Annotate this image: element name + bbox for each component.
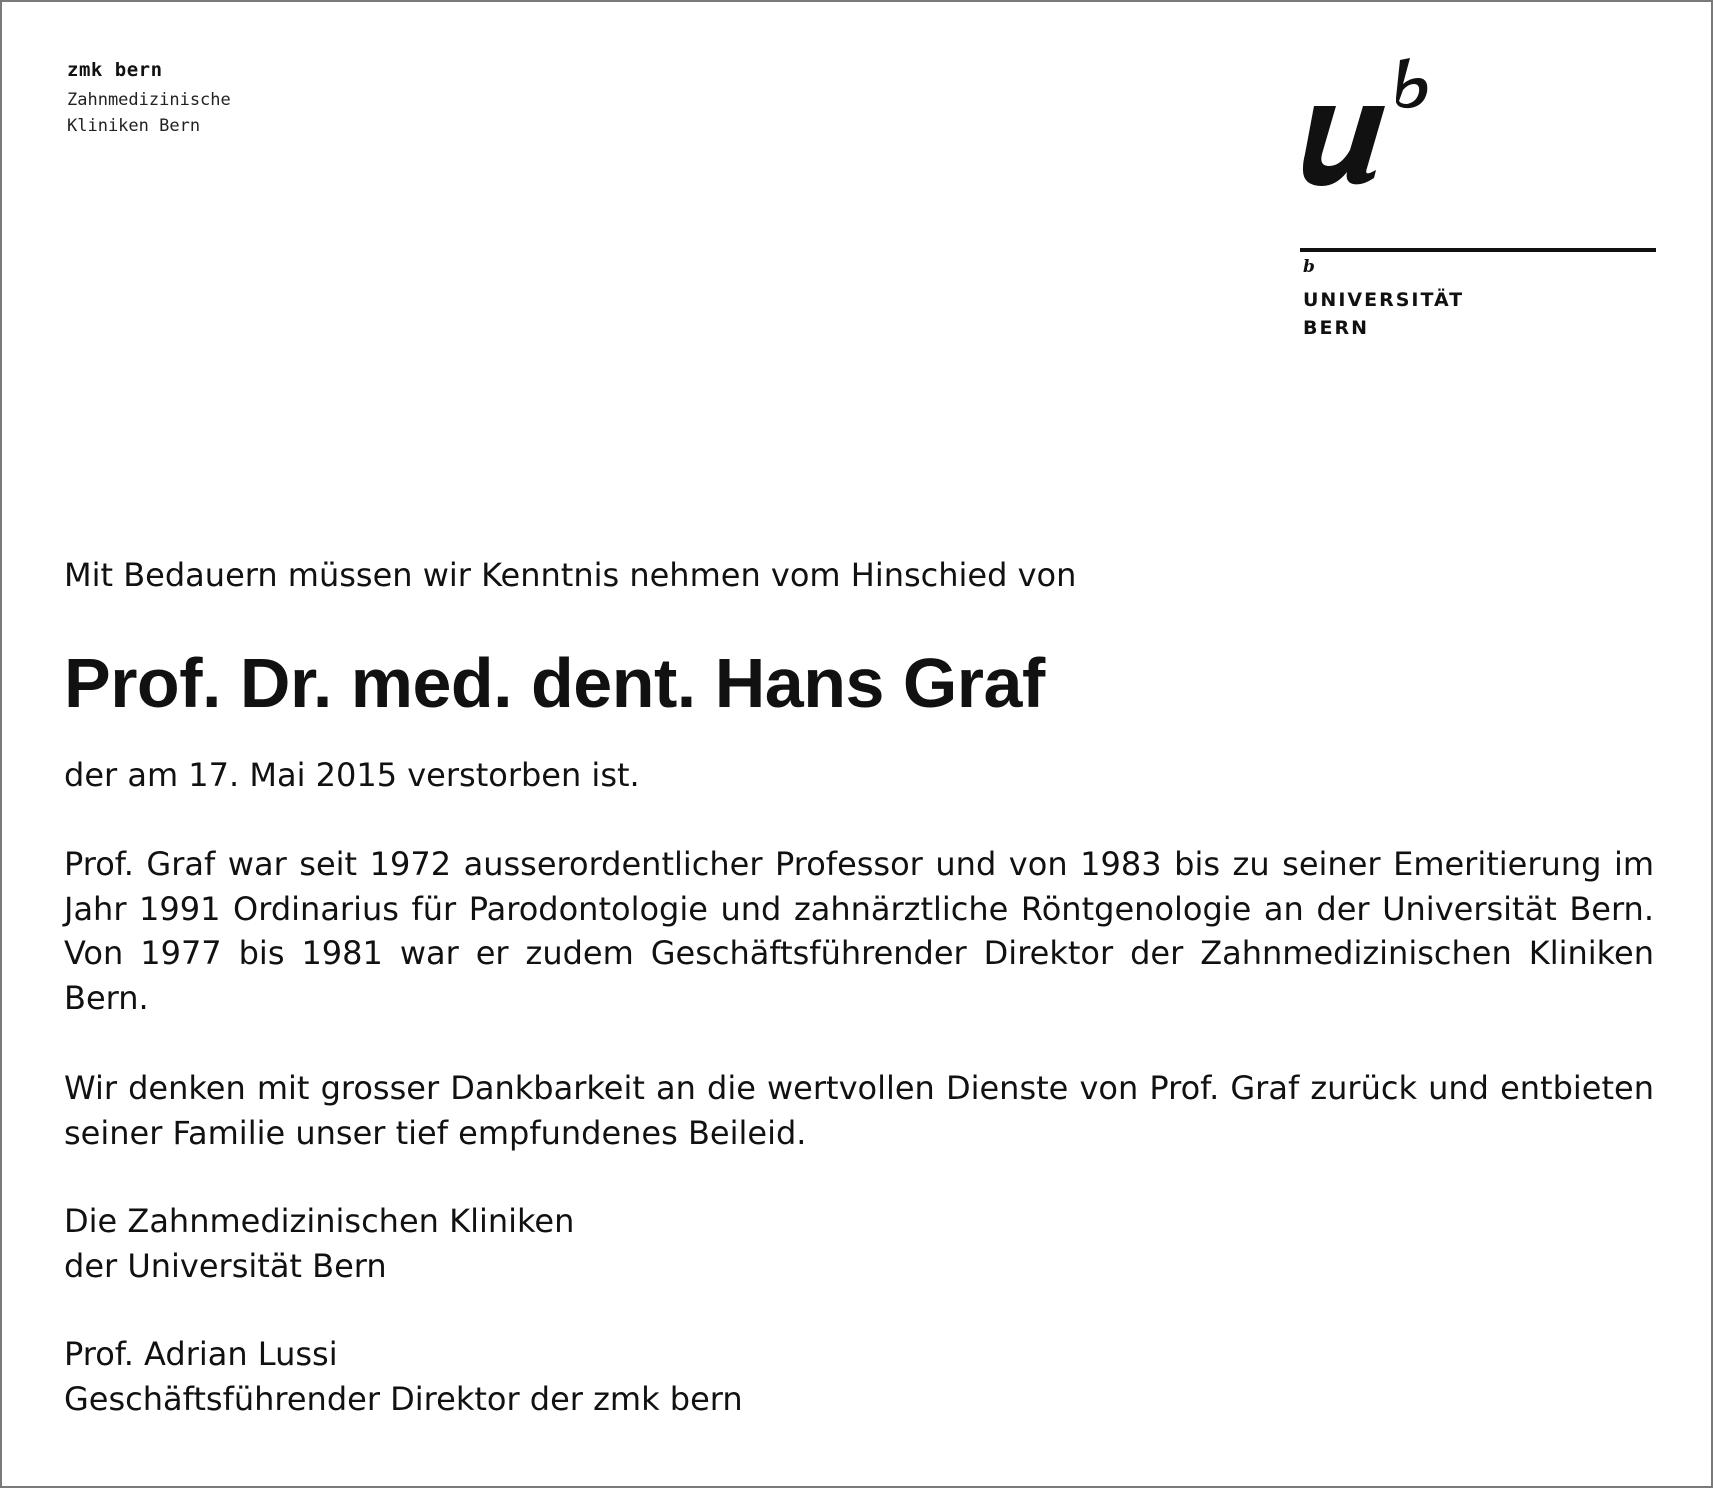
- logo-rule-line: [1300, 248, 1656, 252]
- signature-org-line-1: Die Zahnmedizinischen Kliniken: [64, 1202, 575, 1240]
- signatory-title: Geschäftsführender Direktor der zmk bern: [64, 1379, 743, 1418]
- signature-org-line-2: der Universität Bern: [64, 1246, 387, 1285]
- logo-b-glyph: [1396, 58, 1427, 108]
- org-title: zmk bern: [67, 59, 163, 81]
- condolence-paragraph: Wir denken mit grosser Dankbarkeit an die wertvollen Dienste von Prof. Graf zurück und entbieten seiner Familie unser tief empfundenes Beileid.: [64, 1069, 1654, 1152]
- ub-logo-mark: [1300, 54, 1440, 189]
- deceased-name: Prof. Dr. med. dent. Hans Graf: [64, 644, 1045, 722]
- date-of-death-text: der am 17. Mai 2015 verstorben ist.: [64, 756, 640, 794]
- logo-wordmark: [1303, 286, 1464, 342]
- logo-small-b: b: [1303, 257, 1315, 277]
- university-logo: [1300, 54, 1656, 344]
- logo-u-glyph: [1303, 106, 1385, 186]
- signatory: [64, 1332, 1654, 1421]
- org-subtitle: [67, 87, 231, 139]
- obituary-body: [64, 554, 1654, 1421]
- org-line-2: Kliniken Bern: [67, 116, 201, 136]
- career-paragraph: Prof. Graf war seit 1972 ausserordentlicher Professor und von 1983 bis zu seiner Emeritierung im Jahr 1991 Ordinarius für Parodontologie und zahnärztliche Röntgenologie an der Universität Bern. Von 1977 bis 1981 war er zudem Geschäftsführender Direktor der Zahnmedizinischen Kliniken Bern.: [64, 845, 1654, 1017]
- signatory-name: Prof. Adrian Lussi: [64, 1335, 338, 1373]
- zmk-header: [67, 58, 231, 139]
- logo-line-1: UNIVERSITÄT: [1303, 289, 1465, 311]
- intro-text: Mit Bedauern müssen wir Kenntnis nehmen vom Hinschied von: [64, 556, 1077, 594]
- signature-organization: [64, 1199, 1654, 1288]
- logo-line-2: BERN: [1303, 317, 1369, 339]
- org-line-1: Zahnmedizinische: [67, 90, 231, 110]
